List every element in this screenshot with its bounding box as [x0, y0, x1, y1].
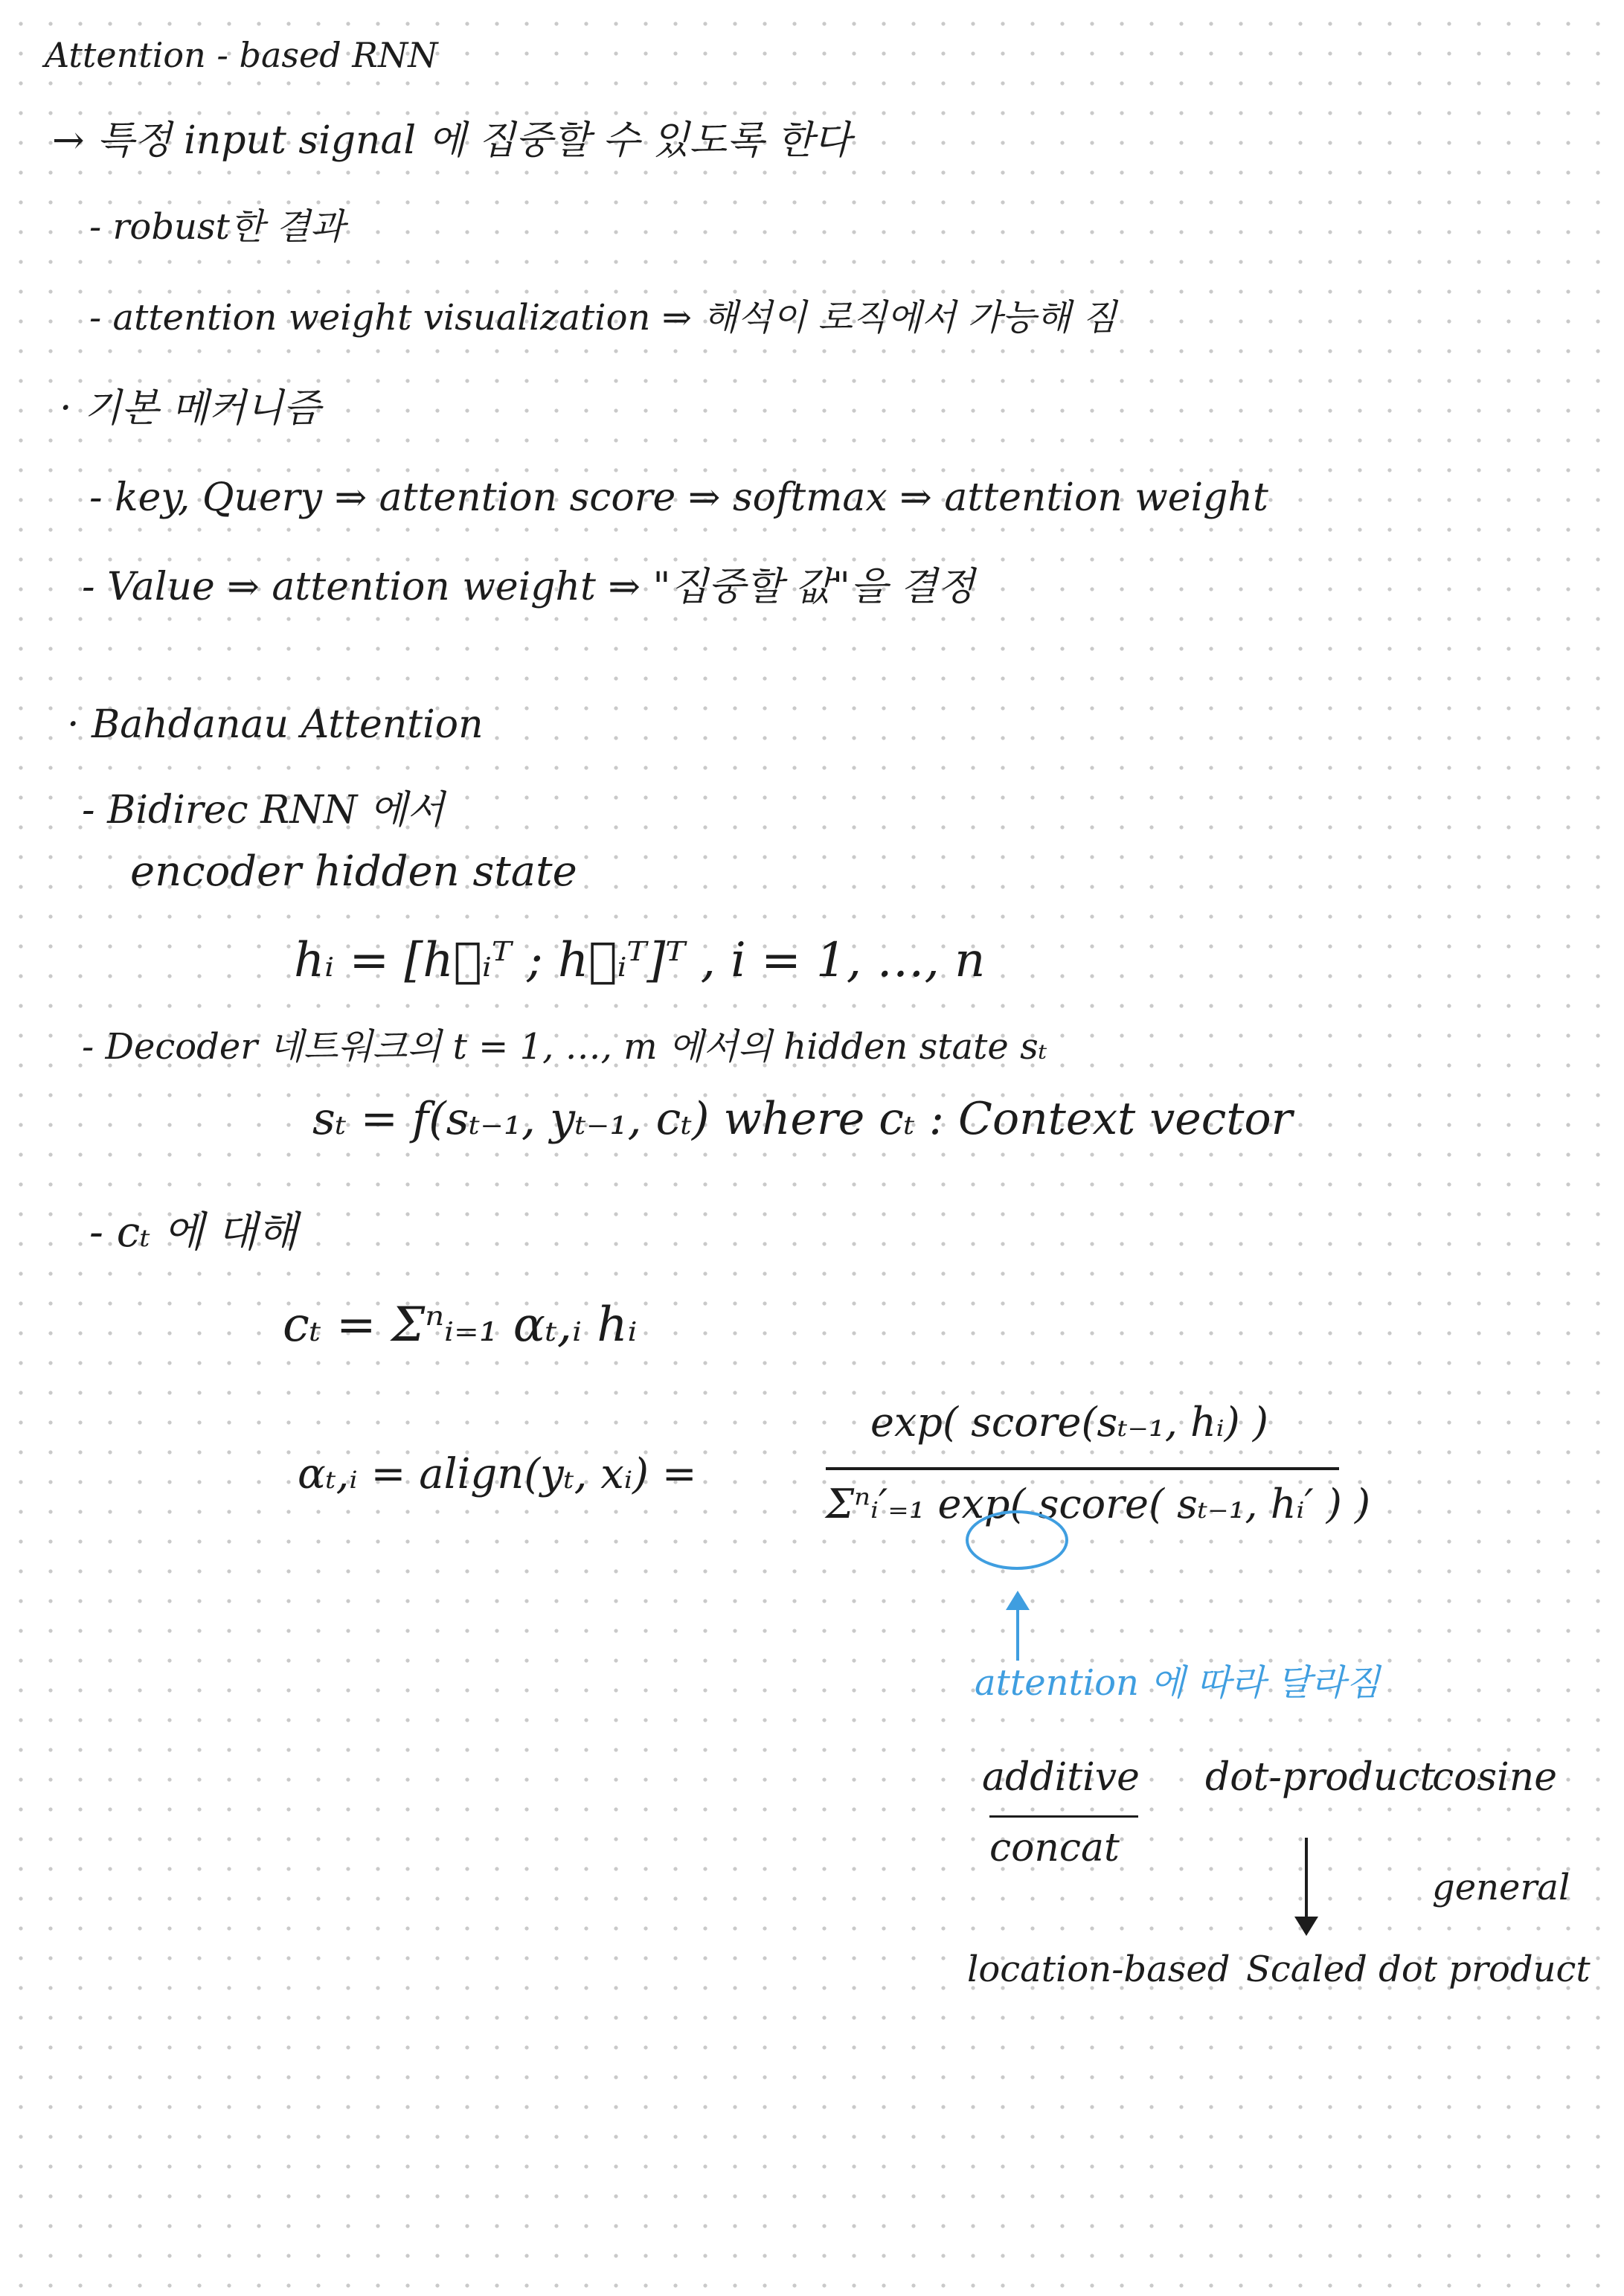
variant-concat: concat — [989, 1826, 1120, 1870]
variant-cosine: cosine — [1432, 1755, 1558, 1800]
down-arrow-icon — [1305, 1838, 1308, 1920]
alignment-equation-left: αₜ,ᵢ = align(yₜ, xᵢ) = — [298, 1450, 697, 1498]
variant-scaled-dot-product: Scaled dot product — [1246, 1949, 1591, 1990]
decoder-line: - Decoder 네트워크의 t = 1, …, m 에서의 hidden state sₜ — [82, 1026, 1047, 1068]
encoder-hidden-equation: hᵢ = [h⃗ᵢᵀ ; h⃖ᵢᵀ]ᵀ , i = 1, …, n — [294, 933, 986, 988]
intro-bullet-visualization: - attention weight visualization ⇒ 해석이 로직에서 가능해 짐 — [89, 297, 1117, 339]
context-vector-line: - cₜ 에 대해 — [89, 1208, 298, 1257]
attention-variant-note: attention 에 따라 달라짐 — [975, 1662, 1380, 1704]
bahdanau-encoder-line: encoder hidden state — [130, 847, 577, 896]
intro-text: 특정 input signal 에 집중할 수 있도록 한다 — [97, 118, 852, 163]
fraction-denominator: Σⁿᵢ′₌₁ exp( score( sₜ₋₁, hᵢ′ ) ) — [826, 1481, 1371, 1527]
variant-dot-product: dot-product — [1205, 1755, 1436, 1800]
decoder-state-equation: sₜ = f(sₜ₋₁, yₜ₋₁, cₜ) where cₜ : Context vector — [312, 1093, 1293, 1145]
intro-bullet-robust: - robust한 결과 — [89, 206, 345, 248]
bahdanau-heading: · Bahdanau Attention — [67, 702, 484, 747]
variant-location-based: location-based — [967, 1949, 1230, 1990]
fraction-numerator: exp( score(sₜ₋₁, hᵢ) ) — [870, 1399, 1268, 1446]
right-arrow-icon: → — [52, 118, 85, 163]
context-vector-equation: cₜ = Σⁿᵢ₌₁ αₜ,ᵢ hᵢ — [283, 1298, 638, 1353]
note-title: Attention - based RNN — [45, 35, 438, 75]
bahdanau-bidirec-line: - Bidirec RNN 에서 — [82, 788, 445, 833]
fraction-bar — [826, 1467, 1339, 1470]
mechanism-heading: · 기본 메커니즘 — [60, 386, 321, 431]
mechanism-line-value: - Value ⇒ attention weight ⇒ "집중할 값"을 결정 — [82, 565, 975, 609]
additive-underline — [989, 1815, 1138, 1818]
score-highlight-circle — [966, 1510, 1068, 1570]
mechanism-line-key-query: - key, Query ⇒ attention score ⇒ softmax ⇒ attention weight — [89, 475, 1268, 520]
intro-line — [52, 119, 851, 164]
variant-general: general — [1432, 1867, 1570, 1908]
up-arrow-icon — [1016, 1607, 1019, 1661]
variant-additive: additive — [982, 1755, 1140, 1800]
